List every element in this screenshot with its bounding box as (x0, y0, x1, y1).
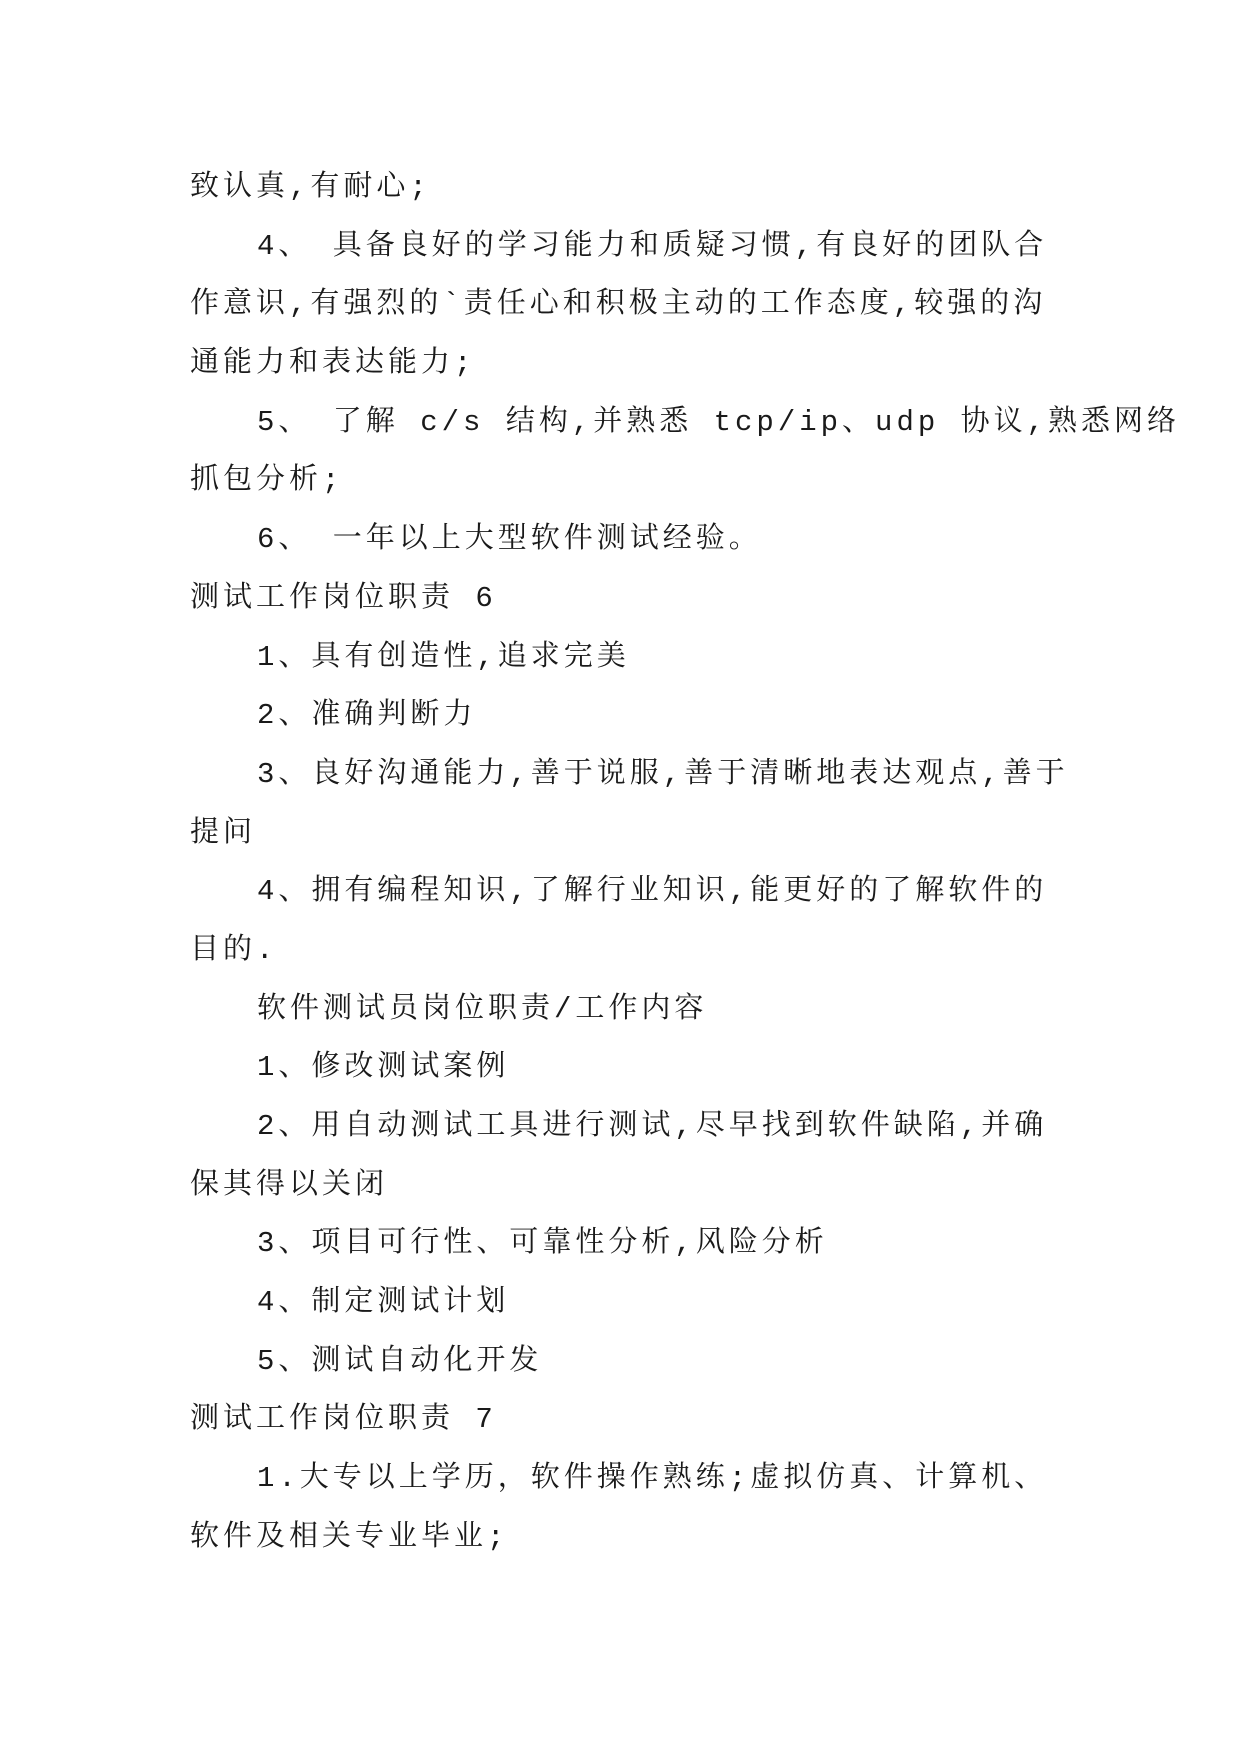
paragraph (190, 1450, 1190, 1567)
text-line: 3、良好沟通能力,善于说服,善于清晰地表达观点,善于 (257, 757, 1069, 791)
text-line: 1.大专以上学历，软件操作熟练;虚拟仿真、计算机、 (257, 1462, 1048, 1496)
text-line: 抓包分析; (190, 464, 344, 498)
subsection-heading: 软件测试员岗位职责/工作内容 (257, 992, 708, 1026)
paragraph (190, 394, 1190, 511)
paragraph (190, 687, 1190, 746)
text-line: 目的. (190, 933, 278, 967)
text-line: 4、拥有编程知识,了解行业知识,能更好的了解软件的 (257, 875, 1048, 909)
text-line: 1、具有创造性,追求完美 (257, 640, 630, 674)
section-7 (190, 1391, 1190, 1567)
paragraph (190, 511, 1190, 570)
text-line: 4、 具备良好的学习能力和质疑习惯,有良好的团队合 (257, 229, 1048, 263)
text-line: 3、项目可行性、可靠性分析,风险分析 (257, 1227, 828, 1261)
text-line: 2、准确判断力 (257, 699, 477, 733)
section-6 (190, 570, 1190, 1392)
paragraph (190, 1274, 1190, 1333)
section-heading: 测试工作岗位职责 7 (190, 1403, 497, 1437)
paragraph (190, 218, 1190, 394)
paragraph (190, 1098, 1190, 1215)
paragraph (190, 1215, 1190, 1274)
section-heading: 测试工作岗位职责 6 (190, 581, 497, 615)
paragraph (190, 863, 1190, 980)
text-line: 软件及相关专业毕业; (190, 1520, 509, 1554)
document-body (190, 159, 1190, 1568)
continued-section (190, 159, 1190, 570)
text-line: 2、用自动测试工具进行测试,尽早找到软件缺陷,并确 (257, 1110, 1048, 1143)
text-line: 保其得以关闭 (190, 1168, 389, 1202)
text-line: 致认真,有耐心; (190, 171, 431, 204)
text-line: 5、测试自动化开发 (257, 1344, 543, 1378)
paragraph (190, 746, 1190, 863)
paragraph (190, 1039, 1190, 1098)
paragraph (190, 629, 1190, 688)
paragraph (190, 159, 1190, 218)
text-line: 提问 (190, 816, 257, 850)
paragraph (190, 1333, 1190, 1392)
text-line: 6、 一年以上大型软件测试经验。 (257, 523, 762, 557)
text-line: 通能力和表达能力; (190, 347, 476, 381)
text-line: 5、 了解 c/s 结构,并熟悉 tcp/ip、udp 协议,熟悉网络 (257, 405, 1181, 439)
text-line: 1、修改测试案例 (257, 1051, 510, 1085)
text-line: 4、制定测试计划 (257, 1286, 510, 1320)
text-line: 作意识,有强烈的`责任心和积极主动的工作态度,较强的沟 (190, 288, 1047, 322)
